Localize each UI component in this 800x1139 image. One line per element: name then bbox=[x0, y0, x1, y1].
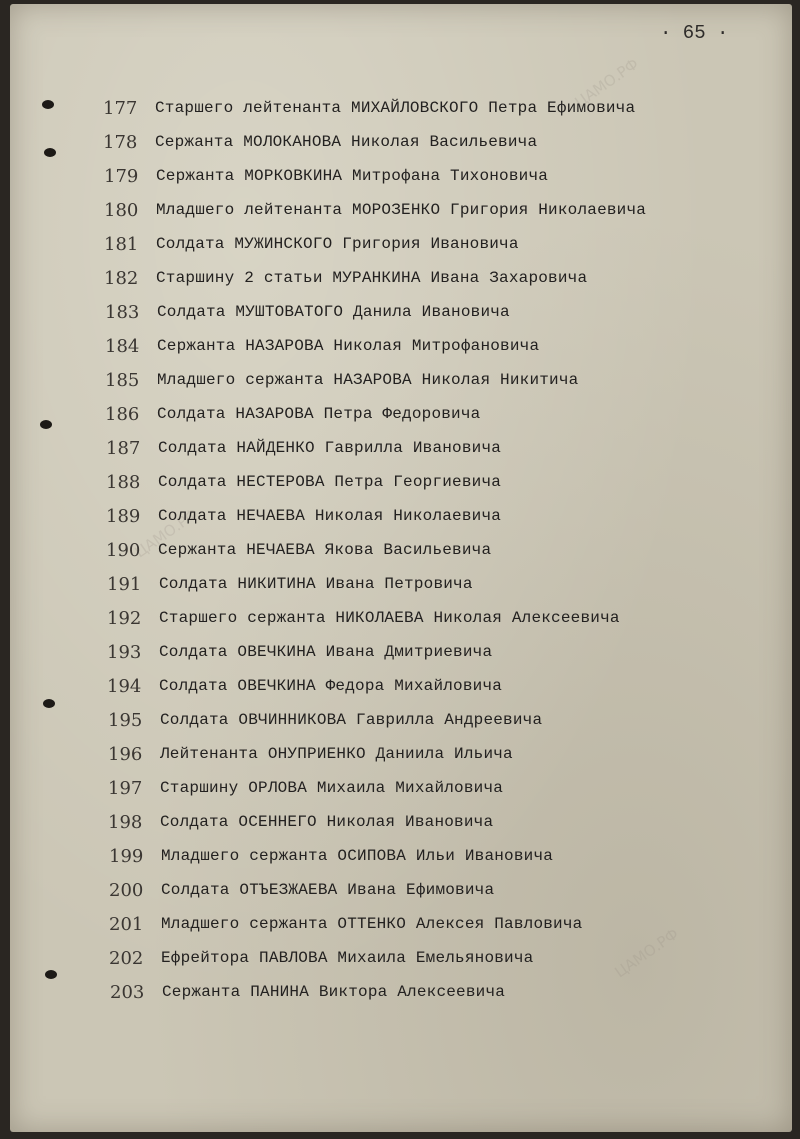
entry-number: 189 bbox=[106, 506, 141, 527]
watermark: ЦАМО.РФ bbox=[571, 54, 642, 112]
entry-name: Старшего сержанта НИКОЛАЕВА Николая Алексеевича bbox=[159, 609, 620, 627]
entry-name: Сержанта МОЛОКАНОВА Николая Васильевича bbox=[155, 133, 538, 151]
entry-number: 198 bbox=[108, 812, 143, 833]
entry-number: 182 bbox=[104, 268, 139, 289]
entry-list bbox=[10, 4, 792, 1132]
page-number: · 65 · bbox=[660, 22, 729, 44]
entry-number: 193 bbox=[107, 642, 142, 663]
entry-number: 199 bbox=[109, 846, 144, 867]
entry-name: Сержанта НЕЧАЕВА Якова Васильевича bbox=[158, 541, 492, 559]
entry-name: Солдата МУШТОВАТОГО Данила Ивановича bbox=[157, 303, 510, 321]
entry-name: Солдата ОВЧИННИКОВА Гаврилла Андреевича bbox=[160, 711, 543, 729]
entry-name: Старшину ОРЛОВА Михаила Михайловича bbox=[160, 779, 504, 797]
entry-number: 183 bbox=[105, 302, 140, 323]
entry-number: 187 bbox=[106, 438, 141, 459]
entry-name: Сержанта ПАНИНА Виктора Алексеевича bbox=[162, 983, 506, 1001]
entry-number: 203 bbox=[110, 982, 145, 1003]
entry-name: Сержанта НАЗАРОВА Николая Митрофановича bbox=[157, 337, 540, 355]
entry-number: 186 bbox=[105, 404, 140, 425]
entry-number: 179 bbox=[104, 166, 139, 187]
entry-number: 197 bbox=[108, 778, 143, 799]
entry-number: 196 bbox=[108, 744, 143, 765]
entry-name: Младшего сержанта ОСИПОВА Ильи Ивановича bbox=[161, 847, 554, 865]
entry-name: Солдата НАЗАРОВА Петра Федоровича bbox=[157, 405, 481, 423]
watermark: ЦАМО.РФ bbox=[611, 924, 682, 982]
entry-name: Солдата НАЙДЕНКО Гаврилла Ивановича bbox=[158, 439, 502, 457]
entry-number: 181 bbox=[104, 234, 139, 255]
entry-number: 192 bbox=[107, 608, 142, 629]
entry-name: Сержанта МОРКОВКИНА Митрофана Тихоновича bbox=[156, 167, 549, 185]
entry-number: 178 bbox=[103, 132, 138, 153]
entry-name: Лейтенанта ОНУПРИЕНКО Даниила Ильича bbox=[160, 745, 513, 763]
entry-number: 202 bbox=[109, 948, 144, 969]
entry-name: Младшего сержанта ОТТЕНКО Алексея Павловича bbox=[161, 915, 583, 933]
entry-number: 188 bbox=[106, 472, 141, 493]
entry-number: 180 bbox=[104, 200, 139, 221]
document-page bbox=[10, 4, 792, 1132]
entry-number: 190 bbox=[106, 540, 141, 561]
entry-number: 185 bbox=[105, 370, 140, 391]
entry-name: Ефрейтора ПАВЛОВА Михаила Емельяновича bbox=[161, 949, 534, 967]
entry-name: Младшего лейтенанта МОРОЗЕНКО Григория Николаевича bbox=[156, 201, 647, 219]
entry-name: Старшину 2 статьи МУРАНКИНА Ивана Захаровича bbox=[156, 269, 588, 287]
entry-number: 184 bbox=[105, 336, 140, 357]
entry-number: 191 bbox=[107, 574, 142, 595]
entry-number: 195 bbox=[108, 710, 143, 731]
entry-number: 200 bbox=[109, 880, 144, 901]
watermark: ЦАМО.РФ bbox=[131, 504, 202, 562]
entry-name: Солдата ОВЕЧКИНА Ивана Дмитриевича bbox=[159, 643, 493, 661]
entry-number: 201 bbox=[109, 914, 144, 935]
entry-name: Солдата ОТЪЕЗЖАЕВА Ивана Ефимовича bbox=[161, 881, 495, 899]
entry-name: Солдата НИКИТИНА Ивана Петровича bbox=[159, 575, 473, 593]
entry-name: Младшего сержанта НАЗАРОВА Николая Никитича bbox=[157, 371, 579, 389]
entry-name: Солдата НЕЧАЕВА Николая Николаевича bbox=[158, 507, 502, 525]
entry-name: Солдата ОСЕННЕГО Николая Ивановича bbox=[160, 813, 494, 831]
entry-name: Старшего лейтенанта МИХАЙЛОВСКОГО Петра Ефимовича bbox=[155, 99, 636, 117]
entry-number: 194 bbox=[107, 676, 142, 697]
entry-name: Солдата НЕСТЕРОВА Петра Георгиевича bbox=[158, 473, 502, 491]
entry-name: Солдата МУЖИНСКОГО Григория Ивановича bbox=[156, 235, 519, 253]
entry-number: 177 bbox=[103, 98, 138, 119]
entry-name: Солдата ОВЕЧКИНА Федора Михайловича bbox=[159, 677, 503, 695]
